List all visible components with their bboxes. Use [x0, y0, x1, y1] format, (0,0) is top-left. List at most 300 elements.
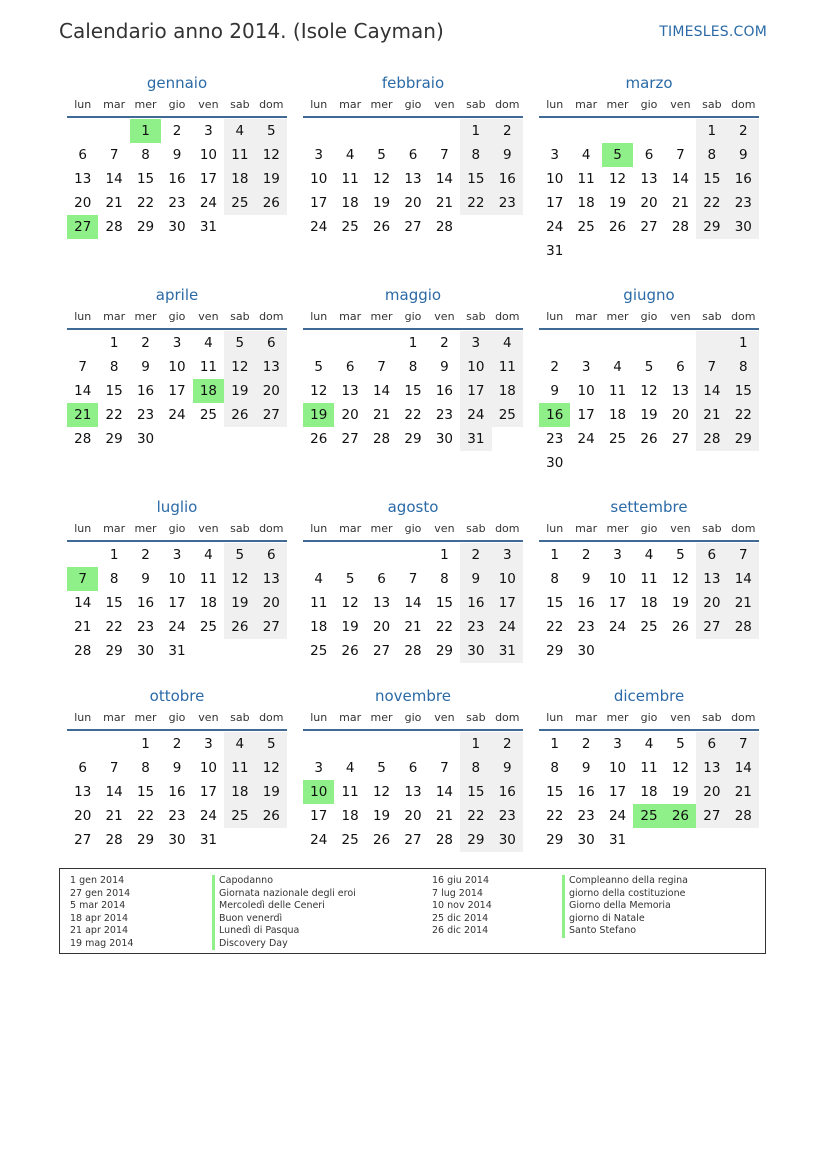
day-cell: 21: [728, 591, 759, 615]
day-cell: 6: [696, 543, 727, 567]
day-cell: 26: [341, 643, 359, 659]
empty-cell: [366, 331, 397, 355]
day-cell: 19: [671, 784, 690, 800]
day-cell: 21: [671, 195, 690, 211]
day-cell: 28: [404, 643, 422, 659]
day-cell: 29: [404, 431, 422, 447]
day-cell: 3: [492, 543, 523, 567]
weekday-label: dom: [259, 711, 284, 724]
weekday-label: sab: [230, 98, 250, 111]
day-cell: 29: [105, 431, 123, 447]
day-cell: 28: [728, 615, 759, 639]
month-gennaio: [67, 72, 287, 284]
weekday-label: mar: [103, 310, 126, 323]
day-cell: 15: [696, 167, 727, 191]
day-cell: 3: [314, 147, 323, 163]
day-cell: 9: [550, 383, 559, 399]
day-cell: 22: [546, 808, 564, 824]
day-cell: 5: [377, 760, 386, 776]
day-cell: 15: [404, 383, 422, 399]
day-cell: 19: [256, 167, 287, 191]
weekday-header: [67, 518, 287, 542]
weekday-label: ven: [434, 310, 455, 323]
empty-cell: [334, 732, 365, 756]
legend-entry: Lunedì di Pasqua: [212, 925, 356, 938]
day-cell: 18: [341, 195, 359, 211]
day-cell: 26: [310, 431, 328, 447]
weekday-label: lun: [310, 310, 328, 323]
day-cell: 8: [460, 143, 491, 167]
weekday-header: [67, 306, 287, 330]
day-cell: 7: [676, 147, 685, 163]
month-name: novembre: [375, 687, 451, 705]
legend-entry: giorno di Natale: [562, 913, 688, 926]
day-cell: 7: [440, 760, 449, 776]
day-cell: 23: [728, 191, 759, 215]
day-cell: 4: [204, 335, 213, 351]
day-cell: 13: [671, 383, 690, 399]
day-cell: 12: [372, 784, 391, 800]
weekday-label: lun: [310, 98, 328, 111]
day-cell: 5: [224, 331, 255, 355]
day-cell: 11: [608, 383, 627, 399]
day-cell: 19: [341, 619, 359, 635]
day-cell: 13: [696, 567, 727, 591]
weekday-header: [539, 518, 759, 542]
day-cell: 2: [141, 547, 150, 563]
day-cell: 19: [640, 407, 658, 423]
legend-entry: giorno della costituzione: [562, 888, 688, 901]
day-cell: 26: [256, 804, 287, 828]
weekday-label: gio: [640, 711, 658, 724]
day-cell: 20: [696, 591, 727, 615]
empty-cell: [602, 639, 633, 663]
day-cell: 1: [109, 335, 119, 351]
month-marzo: [539, 72, 759, 284]
day-cell: 30: [577, 643, 595, 659]
day-cell: 5: [602, 143, 633, 167]
day-cell: 18: [640, 595, 658, 611]
day-cell: 7: [377, 359, 386, 375]
day-cell: 4: [314, 571, 323, 587]
day-cell: 14: [671, 171, 690, 187]
empty-cell: [256, 639, 287, 663]
weekday-label: mar: [575, 711, 598, 724]
day-cell: 16: [435, 383, 454, 399]
day-cell: 9: [492, 143, 523, 167]
day-cell: 14: [105, 171, 123, 187]
day-cell: 24: [577, 431, 595, 447]
day-cell: 27: [671, 431, 690, 447]
legend-entry: 21 apr 2014: [70, 925, 129, 936]
day-cell: 20: [404, 195, 422, 211]
day-cell: 11: [224, 756, 255, 780]
day-cell: 21: [404, 619, 422, 635]
day-cell: 24: [608, 619, 627, 635]
weekday-label: mar: [339, 522, 362, 535]
empty-cell: [492, 427, 523, 451]
legend-entry: Compleanno della regina: [562, 875, 688, 888]
day-cell: 15: [105, 595, 123, 611]
day-cell: 21: [74, 619, 92, 635]
day-cell: 2: [460, 543, 491, 567]
day-cell: 1: [408, 335, 418, 351]
weekday-label: lun: [74, 711, 92, 724]
day-cell: 20: [74, 808, 92, 824]
day-cell: 8: [728, 355, 759, 379]
day-cell: 11: [341, 784, 359, 800]
legend-entry: 26 dic 2014: [432, 925, 489, 936]
day-cell: 22: [728, 403, 759, 427]
empty-cell: [602, 239, 633, 263]
day-cell: 7: [109, 147, 119, 163]
day-cell: 27: [640, 219, 658, 235]
day-cell: 9: [172, 760, 182, 776]
day-cell: 15: [105, 383, 123, 399]
day-cell: 4: [581, 147, 591, 163]
day-cell: 14: [435, 171, 454, 187]
day-cell: 23: [492, 191, 523, 215]
weekday-header: [303, 707, 523, 731]
empty-cell: [665, 828, 696, 852]
day-cell: 16: [136, 595, 155, 611]
brand-logo[interactable]: TIMESLES.COM: [659, 24, 767, 40]
day-cell: 3: [172, 547, 182, 563]
day-cell: 23: [168, 195, 186, 211]
month-name: febbraio: [381, 74, 445, 92]
day-cell: 24: [168, 619, 186, 635]
legend-entry: 1 gen 2014: [70, 875, 125, 886]
legend-dates-col-2: [432, 875, 492, 938]
weekday-label: mar: [339, 98, 362, 111]
day-cell: 13: [74, 171, 92, 187]
empty-cell: [98, 732, 129, 756]
empty-cell: [193, 639, 224, 663]
weekday-label: ven: [434, 711, 455, 724]
weekday-label: dom: [495, 522, 520, 535]
empty-cell: [633, 451, 664, 475]
weekday-label: sab: [466, 310, 486, 323]
day-cell: 21: [696, 403, 727, 427]
day-cell: 25: [310, 643, 328, 659]
day-cell: 1: [460, 119, 491, 143]
legend-entry: 25 dic 2014: [432, 912, 489, 924]
day-cell: 2: [728, 119, 759, 143]
day-cell: 17: [310, 808, 328, 824]
month-name: marzo: [625, 74, 673, 92]
empty-cell: [460, 215, 491, 239]
day-cell: 16: [577, 595, 595, 611]
day-cell: 27: [256, 403, 287, 427]
month-name: giugno: [623, 286, 675, 304]
day-cell: 26: [224, 403, 255, 427]
day-cell: 25: [199, 407, 218, 423]
day-cell: 23: [577, 808, 595, 824]
day-cell: 14: [728, 567, 759, 591]
day-cell: 18: [310, 619, 328, 635]
day-cell: 11: [224, 143, 255, 167]
day-cell: 1: [550, 547, 559, 563]
month-settembre: [539, 496, 759, 685]
weekday-label: ven: [198, 522, 219, 535]
day-cell: 7: [440, 147, 449, 163]
day-cell: 29: [546, 832, 564, 848]
day-grid: [67, 731, 287, 852]
day-cell: 30: [168, 219, 186, 235]
day-cell: 10: [546, 171, 564, 187]
month-name: ottobre: [149, 687, 205, 705]
day-cell: 31: [492, 639, 523, 663]
day-cell: 10: [303, 780, 334, 804]
empty-cell: [366, 543, 397, 567]
day-cell: 5: [224, 543, 255, 567]
weekday-label: gio: [168, 522, 186, 535]
day-cell: 17: [577, 407, 595, 423]
empty-cell: [303, 119, 334, 143]
day-cell: 29: [728, 427, 759, 451]
day-cell: 12: [224, 355, 255, 379]
day-cell: 30: [577, 832, 595, 848]
day-cell: 7: [109, 760, 119, 776]
day-cell: 12: [224, 567, 255, 591]
day-cell: 25: [633, 804, 664, 828]
day-cell: 5: [256, 119, 287, 143]
weekday-label: mer: [370, 98, 393, 111]
weekday-header: [539, 707, 759, 731]
day-cell: 4: [224, 119, 255, 143]
day-cell: 6: [256, 331, 287, 355]
day-cell: 31: [199, 219, 218, 235]
day-cell: 1: [440, 547, 449, 563]
legend-entry: Mercoledì delle Ceneri: [212, 900, 356, 913]
day-cell: 26: [665, 804, 696, 828]
weekday-label: lun: [546, 711, 564, 724]
month-luglio: [67, 496, 287, 685]
day-cell: 28: [435, 832, 454, 848]
day-cell: 14: [728, 756, 759, 780]
day-cell: 27: [696, 615, 727, 639]
day-cell: 20: [372, 619, 391, 635]
empty-cell: [539, 119, 570, 143]
day-grid: [539, 542, 759, 663]
day-cell: 3: [581, 359, 591, 375]
day-cell: 11: [199, 571, 218, 587]
weekday-label: lun: [310, 711, 328, 724]
empty-cell: [256, 427, 287, 451]
page-title: Calendario anno 2014. (Isole Cayman): [59, 19, 444, 43]
day-cell: 23: [492, 804, 523, 828]
day-cell: 10: [608, 760, 627, 776]
weekday-header: [539, 94, 759, 118]
weekday-header: [303, 94, 523, 118]
weekday-label: gio: [404, 522, 422, 535]
day-cell: 10: [168, 359, 186, 375]
day-cell: 26: [372, 832, 391, 848]
weekday-label: mer: [606, 522, 629, 535]
empty-cell: [696, 239, 727, 263]
weekday-label: mer: [134, 711, 157, 724]
day-cell: 30: [435, 431, 454, 447]
month-dicembre: [539, 685, 759, 852]
day-cell: 18: [341, 808, 359, 824]
day-cell: 17: [460, 379, 491, 403]
day-cell: 4: [492, 331, 523, 355]
day-grid: [303, 118, 523, 239]
day-cell: 7: [728, 543, 759, 567]
day-cell: 26: [256, 191, 287, 215]
weekday-label: sab: [466, 522, 486, 535]
day-cell: 3: [613, 547, 622, 563]
day-cell: 8: [109, 571, 119, 587]
day-cell: 9: [581, 571, 591, 587]
weekday-label: mar: [339, 711, 362, 724]
month-name: dicembre: [613, 687, 685, 705]
day-cell: 16: [136, 383, 155, 399]
weekday-label: gio: [404, 711, 422, 724]
day-cell: 2: [141, 335, 150, 351]
weekday-label: mer: [370, 711, 393, 724]
day-cell: 2: [492, 119, 523, 143]
empty-cell: [366, 732, 397, 756]
day-cell: 24: [199, 808, 218, 824]
weekday-label: ven: [198, 711, 219, 724]
weekday-label: mer: [134, 310, 157, 323]
day-cell: 23: [460, 615, 491, 639]
day-cell: 25: [640, 619, 658, 635]
day-cell: 26: [671, 619, 690, 635]
weekday-label: ven: [670, 98, 691, 111]
day-cell: 28: [372, 431, 391, 447]
empty-cell: [633, 239, 664, 263]
weekday-label: ven: [434, 98, 455, 111]
day-cell: 22: [546, 619, 564, 635]
weekday-label: dom: [731, 711, 756, 724]
day-cell: 13: [256, 355, 287, 379]
day-cell: 19: [224, 379, 255, 403]
day-cell: 14: [74, 383, 92, 399]
day-cell: 14: [696, 379, 727, 403]
day-cell: 28: [696, 427, 727, 451]
day-cell: 17: [608, 784, 627, 800]
weekday-label: dom: [731, 310, 756, 323]
day-cell: 20: [256, 379, 287, 403]
legend-entry: Giornata nazionale degli eroi: [212, 888, 356, 901]
legend-entry: Giorno della Memoria: [562, 900, 688, 913]
day-cell: 5: [676, 547, 685, 563]
day-cell: 13: [341, 383, 359, 399]
day-cell: 6: [408, 760, 418, 776]
empty-cell: [303, 732, 334, 756]
weekday-label: ven: [434, 522, 455, 535]
day-cell: 8: [440, 571, 449, 587]
day-cell: 21: [435, 195, 454, 211]
day-cell: 23: [577, 619, 595, 635]
weekday-label: gio: [640, 98, 658, 111]
weekday-header: [539, 306, 759, 330]
day-cell: 14: [404, 595, 422, 611]
month-name: agosto: [387, 498, 439, 516]
month-name: luglio: [156, 498, 198, 516]
day-cell: 17: [199, 784, 218, 800]
day-cell: 3: [613, 736, 622, 752]
empty-cell: [665, 639, 696, 663]
empty-cell: [633, 119, 664, 143]
day-cell: 10: [168, 571, 186, 587]
day-cell: 20: [640, 195, 658, 211]
day-cell: 12: [372, 171, 391, 187]
day-cell: 2: [172, 123, 182, 139]
day-cell: 7: [78, 359, 87, 375]
day-cell: 11: [341, 171, 359, 187]
day-cell: 18: [199, 595, 218, 611]
weekday-label: mer: [606, 711, 629, 724]
day-cell: 12: [671, 571, 690, 587]
weekday-label: gio: [404, 98, 422, 111]
weekday-label: ven: [670, 310, 691, 323]
weekday-label: mer: [134, 98, 157, 111]
day-cell: 25: [492, 403, 523, 427]
day-cell: 17: [168, 595, 186, 611]
day-cell: 27: [404, 219, 422, 235]
day-cell: 29: [435, 643, 454, 659]
day-cell: 13: [404, 171, 422, 187]
day-cell: 18: [492, 379, 523, 403]
day-cell: 2: [440, 335, 449, 351]
weekday-label: gio: [404, 310, 422, 323]
day-cell: 25: [199, 619, 218, 635]
empty-cell: [303, 543, 334, 567]
day-cell: 1: [109, 547, 119, 563]
day-cell: 19: [256, 780, 287, 804]
empty-cell: [570, 451, 601, 475]
day-cell: 29: [696, 215, 727, 239]
empty-cell: [67, 543, 98, 567]
weekday-label: mar: [103, 711, 126, 724]
day-cell: 3: [314, 760, 323, 776]
day-cell: 13: [372, 595, 391, 611]
day-cell: 1: [141, 736, 150, 752]
day-grid: [67, 118, 287, 239]
day-cell: 10: [199, 760, 218, 776]
day-cell: 7: [696, 355, 727, 379]
legend-entry: Discovery Day: [212, 938, 356, 951]
weekday-label: mer: [370, 310, 393, 323]
day-cell: 19: [303, 403, 334, 427]
day-cell: 29: [136, 832, 155, 848]
empty-cell: [303, 331, 334, 355]
day-cell: 1: [696, 119, 727, 143]
weekday-label: mer: [606, 98, 629, 111]
day-cell: 8: [408, 359, 418, 375]
day-cell: 6: [78, 760, 87, 776]
weekday-header: [67, 94, 287, 118]
day-cell: 31: [199, 832, 218, 848]
day-cell: 5: [345, 571, 355, 587]
weekday-label: lun: [546, 522, 564, 535]
weekday-label: dom: [259, 310, 284, 323]
day-cell: 12: [640, 383, 658, 399]
day-cell: 8: [696, 143, 727, 167]
weekday-label: lun: [546, 98, 564, 111]
day-cell: 19: [608, 195, 627, 211]
month-novembre: [303, 685, 523, 852]
day-cell: 8: [550, 571, 559, 587]
weekday-header: [303, 306, 523, 330]
month-maggio: [303, 284, 523, 496]
day-cell: 11: [492, 355, 523, 379]
day-cell: 20: [74, 195, 92, 211]
legend-entry: Capodanno: [212, 875, 356, 888]
